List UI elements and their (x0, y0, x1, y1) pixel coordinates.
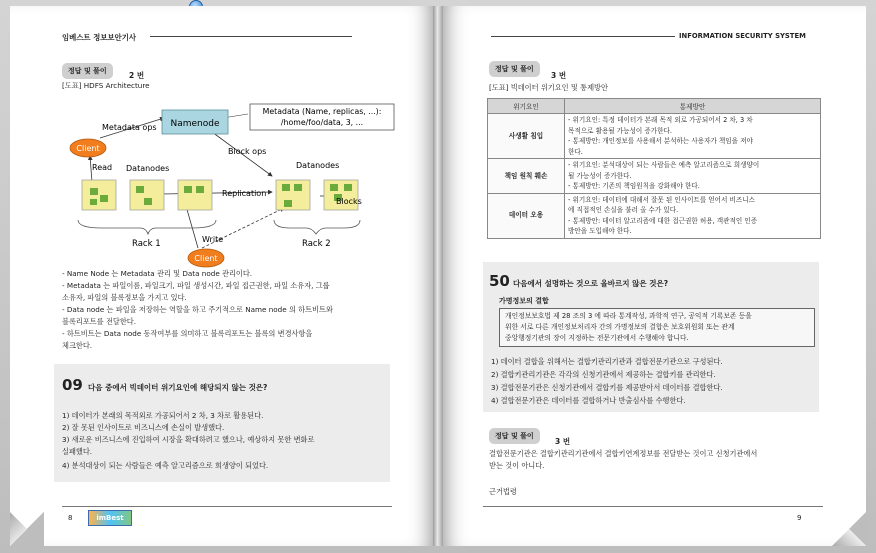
block-ops-label: Block ops (228, 147, 267, 156)
option-1: 1) 데이터가 본래의 목적외로 가공되어서 2 차, 3 차로 활용된다. (62, 411, 264, 420)
risk-cell: 데이터 오용 (488, 193, 565, 238)
bullet-line: - 하트비트는 Data node 동작여부를 의미하고 블록리포트는 블록의 변경사항을 (62, 329, 313, 338)
bullet-line: - Metadata 는 파일이름, 파일크기, 파일 생성시간, 파일 접근권한, 파일 소유자, 그룹 (62, 281, 330, 290)
footer-rule (62, 506, 392, 507)
answer-badge: 정답 및 풀이 (489, 61, 540, 77)
law-line: 개인정보보호법 제 28 조의 3 에 따라 통계작성, 과학적 연구, 공익적 기록보존 등을 (505, 312, 752, 320)
rack2-label: Rack 2 (302, 239, 331, 249)
datanodes-left-label: Datanodes (126, 164, 170, 173)
bullet-line: 체크한다. (62, 341, 93, 350)
control-line: - 위기요인: 분석대상이 되는 사람들은 예측 알고리즘으로 희생양이 (568, 161, 760, 169)
table-header-row (488, 99, 821, 114)
table-caption: [도표] 빅데이터 위기요인 및 통제방안 (489, 83, 608, 92)
control-line: - 통제방안: 데이터 알고리즘에 대한 접근권한 허용, 객관적인 인증 (568, 216, 758, 225)
book-spine (433, 6, 443, 546)
risk-cell: 사생활 침입 (488, 114, 565, 159)
control-cell (565, 159, 821, 194)
blocks-label: Blocks (336, 197, 362, 206)
risk-cell: 책임 원칙 훼손 (488, 159, 565, 194)
explanation-line: 결합전문기관은 결합키관리기관에서 결합키연계정보를 전달받는 것이고 신청기관에서 (489, 449, 758, 458)
metadata-ops-label: Metadata ops (102, 123, 157, 132)
client-top-label: Client (76, 144, 100, 153)
rack1-brace (78, 220, 216, 234)
law-line: 중앙행정기관의 장이 지정하는 전문기관에서 수행해야 합니다. (505, 334, 689, 342)
footer-rule (483, 506, 823, 507)
replication-label: Replication (222, 189, 267, 198)
basis-label: 근거법령 (489, 487, 517, 496)
header-rule (150, 36, 352, 37)
rack1-label: Rack 1 (132, 239, 161, 249)
rack1-datanodes (82, 180, 212, 210)
answer-number: 3 번 (551, 71, 567, 80)
answer-number: 2 번 (129, 71, 145, 80)
question-text: 다음 중에서 빅데이터 위기요인에 해당되지 않는 것은? (88, 383, 268, 392)
control-line: 한다. (568, 147, 583, 156)
table-row (488, 114, 821, 159)
control-cell (565, 114, 821, 159)
hdfs-architecture-diagram (62, 96, 402, 268)
bullet-line: 소유자, 파일의 블록정보을 가지고 있다. (62, 293, 187, 302)
table-header-risk: 위기요인 (488, 99, 565, 114)
control-line: 에 직접적인 손실을 불러 올 수가 있다. (568, 206, 679, 214)
answer-badge: 정답 및 풀이 (62, 63, 113, 79)
imbest-logo: imBest (88, 510, 132, 526)
control-line: - 통제방안: 개인정보를 사용해서 분석하는 사용자가 책임을 져야 (568, 137, 753, 145)
write-label: Write (202, 235, 224, 244)
datanodes-right-label: Datanodes (296, 161, 340, 170)
option-4: 4) 결합전문기관은 데이터를 결합하거나 반출심사를 수행한다. (491, 396, 686, 405)
law-line: 위한 서로 다른 개인정보처리자 간의 가명정보의 결합은 보호위원회 또는 관계 (505, 323, 735, 331)
figure-caption: [도표] HDFS Architecture (62, 81, 150, 90)
option-2: 2) 잘 못된 인사이트로 비즈니스에 손실이 발생했다. (62, 423, 225, 432)
control-line: 방안을 도입해야 한다. (568, 227, 632, 235)
control-line: - 위기요인: 데이터에 대해서 잘못 된 인사이트를 얻어서 비즈니스 (568, 195, 755, 204)
bullet-line: - Data node 는 파일을 저장하는 역할을 하고 주기적으로 Name node 의 하트비트와 (62, 305, 333, 314)
question-50-box (483, 262, 819, 412)
right-page (443, 6, 866, 546)
explanation-line: 받는 것이 아니다. (489, 461, 545, 470)
option-1: 1) 데이터 결합을 위해서는 결합키관리기관과 결합전문기관으로 구성된다. (491, 357, 723, 366)
law-title: 가명정보의 결합 (499, 297, 549, 305)
metadata-line-2: /home/foo/data, 3, ... (280, 118, 364, 127)
option-4: 4) 분석대상이 되는 사람들은 예측 알고리즘으로 희생양이 되었다. (62, 461, 269, 470)
control-line: 목적으로 활용될 가능성이 증가한다. (568, 126, 672, 135)
namenode-label: Namenode (170, 119, 220, 129)
control-line: 될 가능성이 증가한다. (568, 171, 632, 180)
left-page (10, 6, 433, 546)
question-09-box (54, 364, 390, 482)
metadata-line-1: Metadata (Name, replicas, ...): (262, 107, 382, 116)
rack2-brace (274, 220, 360, 234)
question-number: 09 (62, 376, 83, 394)
option-3: 3) 새로운 비즈니스에 진입하여 시장을 확대하려고 했으나, 예상하지 못한 변화로 (62, 435, 315, 444)
left-header: 임베스트 정보보안기사 (62, 33, 136, 42)
bullet-line: 블록리포트를 전달한다. (62, 317, 137, 326)
control-line: - 위기요인: 특정 데이터가 본래 목적 외로 가공되어서 2 차, 3 차 (568, 116, 753, 124)
answer2-badge: 정답 및 풀이 (489, 428, 540, 444)
option-2: 2) 결합키관리기관은 각각의 신청기관에서 제공하는 결합키를 관리한다. (491, 370, 716, 379)
header-rule (491, 36, 675, 37)
page-curl-left[interactable] (10, 512, 44, 546)
table-row (488, 159, 821, 194)
page-number: 8 (68, 514, 73, 522)
control-cell (565, 193, 821, 238)
read-label: Read (92, 163, 113, 172)
option-3-continued: 실패했다. (62, 447, 93, 456)
law-box (499, 308, 815, 347)
right-header: INFORMATION SECURITY SYSTEM (679, 32, 806, 40)
answer2-number: 3 번 (555, 437, 571, 446)
page-number: 9 (797, 514, 802, 522)
client-bottom-label: Client (194, 254, 218, 263)
question-number: 50 (489, 272, 510, 290)
page-curl-right[interactable] (832, 512, 866, 546)
table-header-control: 통제방안 (565, 99, 821, 114)
question-text: 다음에서 설명하는 것으로 올바르지 않은 것은? (513, 279, 669, 288)
risk-control-table (487, 98, 821, 239)
table-row (488, 193, 821, 238)
control-line: - 통제방안: 기존의 책임원칙을 강화해야 한다. (568, 182, 700, 190)
option-3: 3) 결합전문기관은 신청기관에서 결합키를 제공받아서 데이터를 결합한다. (491, 383, 723, 392)
bullet-line: - Name Node 는 Metadata 관리 및 Data node 관리이다. (62, 269, 253, 278)
